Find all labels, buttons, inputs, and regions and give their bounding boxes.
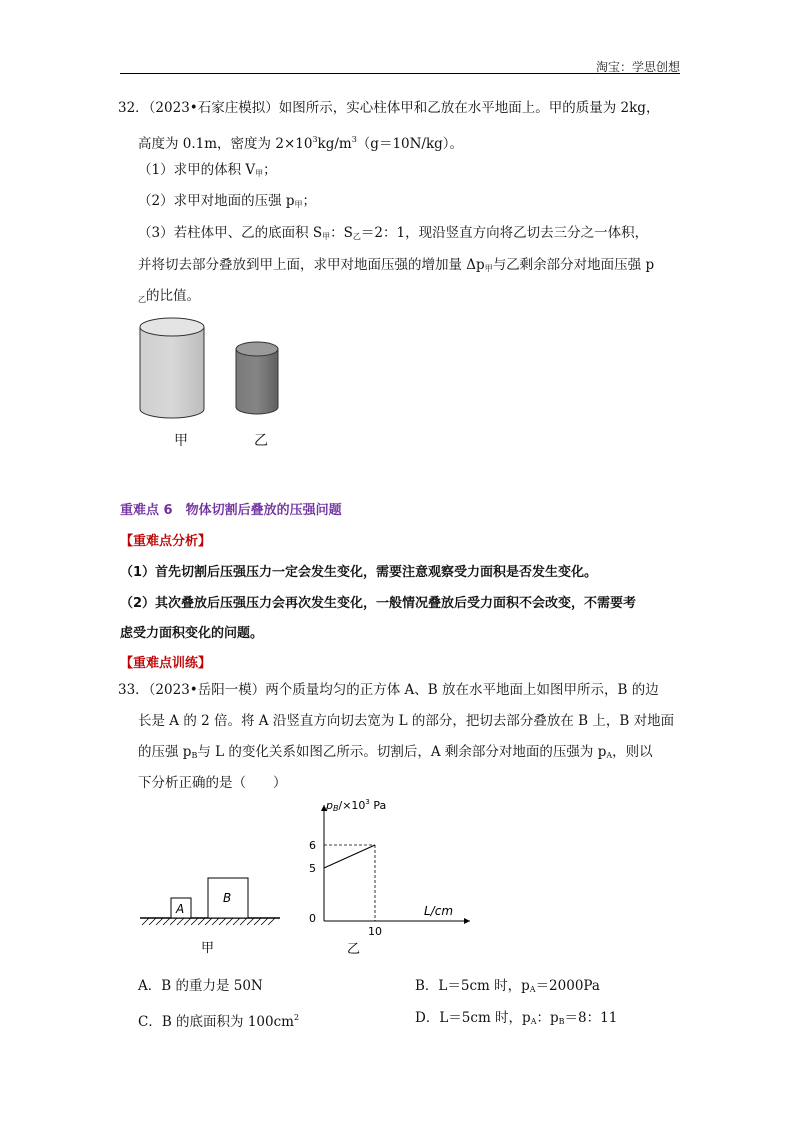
x-tick-10: 10 [368,925,382,938]
q33-line1: 33．（2023•岳阳一模）两个质量均匀的正方体 A、B 放在水平地面上如图甲所示，B 的边 [118,682,659,698]
option-b: B．L＝5cm 时，$p_A=2000Pa$ [415,978,600,994]
y-tick-6: 6 [309,839,316,852]
cylinder-jia [140,318,204,418]
q33-line3: 的压强 $p_B$与 L 的变化关系如图乙所示。切割后，A 剩余部分对地面的压强为 $p_A$，则以 [138,744,653,760]
q32-item3-line2: 并将切去部分叠放到甲上面，求甲对地面压强的增加量 $\Delta p_甲$与乙剩余部分对地面压强 p [138,257,655,273]
option-d: D．L＝5cm 时，$p_A$：$p_B=8$：11 [415,1010,618,1026]
q32-line2: 高度为 0.1m，密度为 $2\times 10^3kg/m^3(g=10N/kg)$。 [138,135,464,152]
fig-jia-caption: 甲 [201,941,215,956]
header-source: 淘宝：学思创想 [595,60,680,74]
q33-blocks-figure [135,870,285,960]
q33-line4: 下分析正确的是（ ） [138,775,287,791]
origin-tick-0: 0 [309,912,316,925]
block-a-label: A [176,902,185,916]
header-rule [120,73,680,74]
q32-cylinders-figure [130,305,300,455]
q32-item3: （3）若柱体甲、乙的底面积 $S_甲$：$S_乙=2$：1，现沿竖直方向将乙切去三分之一体积， [138,225,649,241]
training-heading: 【重难点训练】 [120,656,212,671]
option-a: A．B 的重力是 50N [138,978,263,994]
cylinder-yi [236,342,278,414]
y-axis-label: $pB/\times 10^3$ Pa [326,798,387,813]
q32-line1: 32．（2023•石家庄模拟）如图所示，实心柱体甲和乙放在水平地面上。甲的质量为 2kg， [118,100,660,116]
section6-title: 重难点 6 物体切割后叠放的压强问题 [120,503,342,518]
x-axis-label: L/cm [424,904,454,918]
analysis-point2-line2: 虑受力面积变化的问题。 [120,626,264,641]
analysis-point2-line1: （2）其次叠放后压强压力会再次发生变化，一般情况叠放后受力面积不会改变，不需要考 [120,596,637,611]
fig-yi-caption: 乙 [347,942,361,957]
analysis-heading: 【重难点分析】 [120,534,212,549]
option-c: C．B 的底面积为 $100cm^2$ [138,1013,300,1030]
label-jia: 甲 [174,433,188,449]
pb-l-graph [300,795,480,960]
label-yi: 乙 [254,433,268,449]
pb-series-line [324,845,375,868]
q32-item2: （2）求甲对地面的压强 $p_甲$； [138,193,317,209]
q33-line2: 长是 A 的 2 倍。将 A 沿竖直方向切去宽为 L 的部分，把切去部分叠放在 B 上，B 对地面 [138,713,675,729]
y-tick-5: 5 [309,862,316,875]
block-b-label: B [223,891,232,905]
analysis-point1: （1）首先切割后压强压力一定会发生变化，需要注意观察受力面积是否发生变化。 [120,565,598,580]
q32-item3-line3: $_乙$的比值。 [138,288,200,304]
q32-item1: （1）求甲的体积 $V_甲$； [138,162,277,178]
